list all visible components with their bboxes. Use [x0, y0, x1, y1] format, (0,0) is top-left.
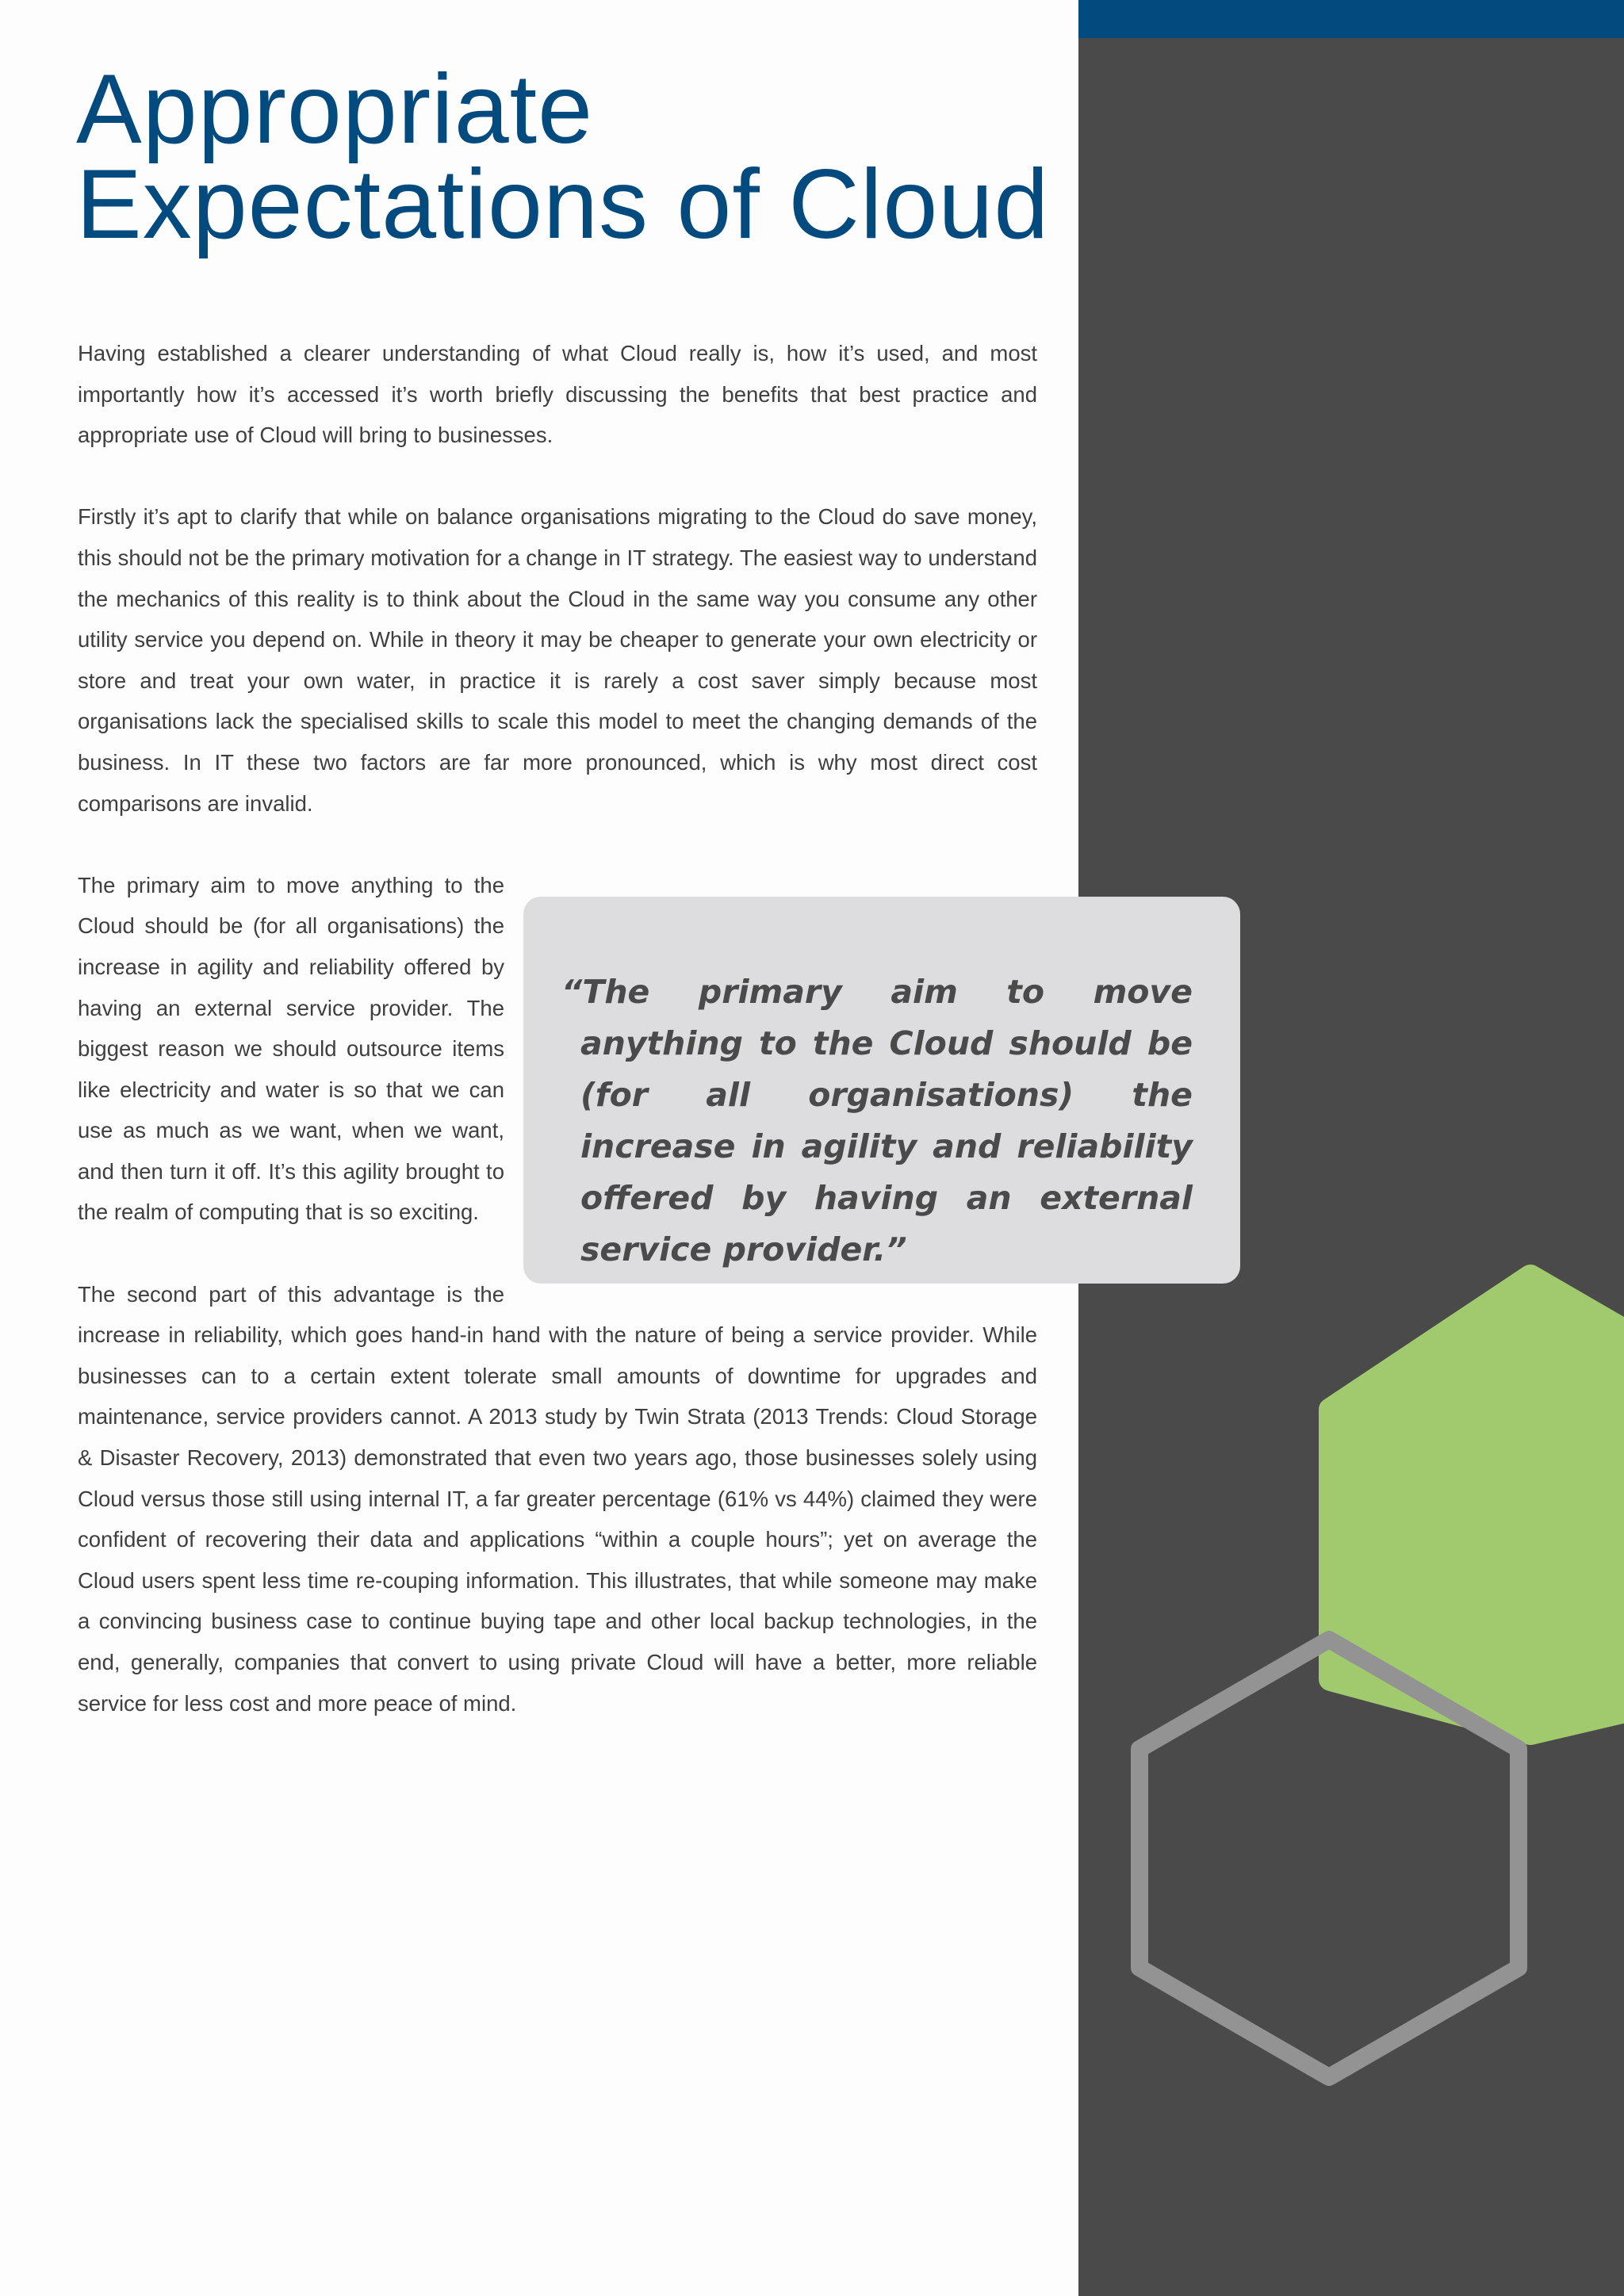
paragraph-reliability: The second part of this advantage is the increase in reliability, which goes hand-in hand with the nature of being a service provider. While businesses can to a certain extent tolerate small amounts of downtime for upgrades and maintenance, service providers cannot. A 2013 study by Twin Strata (2013 Trends: Cloud Storage & Disaster Recovery, 2013) demonstrated that even two years ago, those businesses solely using Cloud versus those still using internal IT, a far greater percentage (61% vs 44%) claimed they were confident of recovering their data and applications “within a couple hours”; yet on average the Cloud users spent less time re-couping information. This illustrates, that while someone may make a convincing business case to continue buying tape and other local backup technologies, in the end, generally, companies that convert to using private Cloud will have a better, more reliable service for less cost and more peace of mind. [78, 1281, 1037, 1716]
paragraph-cost: Firstly it’s apt to clarify that while on balance organisations migrating to the Cloud do save money, this should not be the primary motivation for a change in IT strategy. The easiest way to understand the mechanics of this reality is to think about the Cloud in the same way you consume any other utility service you depend on. While in theory it may be cheaper to generate your own electricity or store and treat your own water, in practice it is rarely a cost saver simply because most organisations lack the specialised skills to scale this model to meet the changing demands of the business. In IT these two factors are far more pronounced, which is why most direct cost comparisons are invalid. [78, 504, 1037, 816]
title-line-2: Expectations of Cloud [76, 150, 1050, 259]
pull-quote: “The primary aim to move anything to the Cloud should be (for all organisations) the increase in agility and reliability offered by having an external service provider.” [561, 972, 1193, 1269]
article-body [78, 333, 1193, 1765]
pull-quote-box [523, 897, 1240, 1284]
title-line-1: Appropriate [76, 55, 594, 164]
page-title [76, 55, 1050, 259]
paragraph-intro: Having established a clearer understanding of what Cloud really is, how it’s used, and most importantly how it’s accessed it’s worth briefly discussing the benefits that best practice and appropriate use of Cloud will bring to businesses. [78, 341, 1037, 448]
paragraph-agility: The primary aim to move anything to the Cloud should be (for all organisations) the increase in agility and reliability offered by having an external service provider. The biggest reason we should outsource items like electricity and water is so that we can use as much as we want, when we want, and then turn it off. It’s this agility brought to the realm of computing that is so exciting. [78, 872, 504, 1225]
